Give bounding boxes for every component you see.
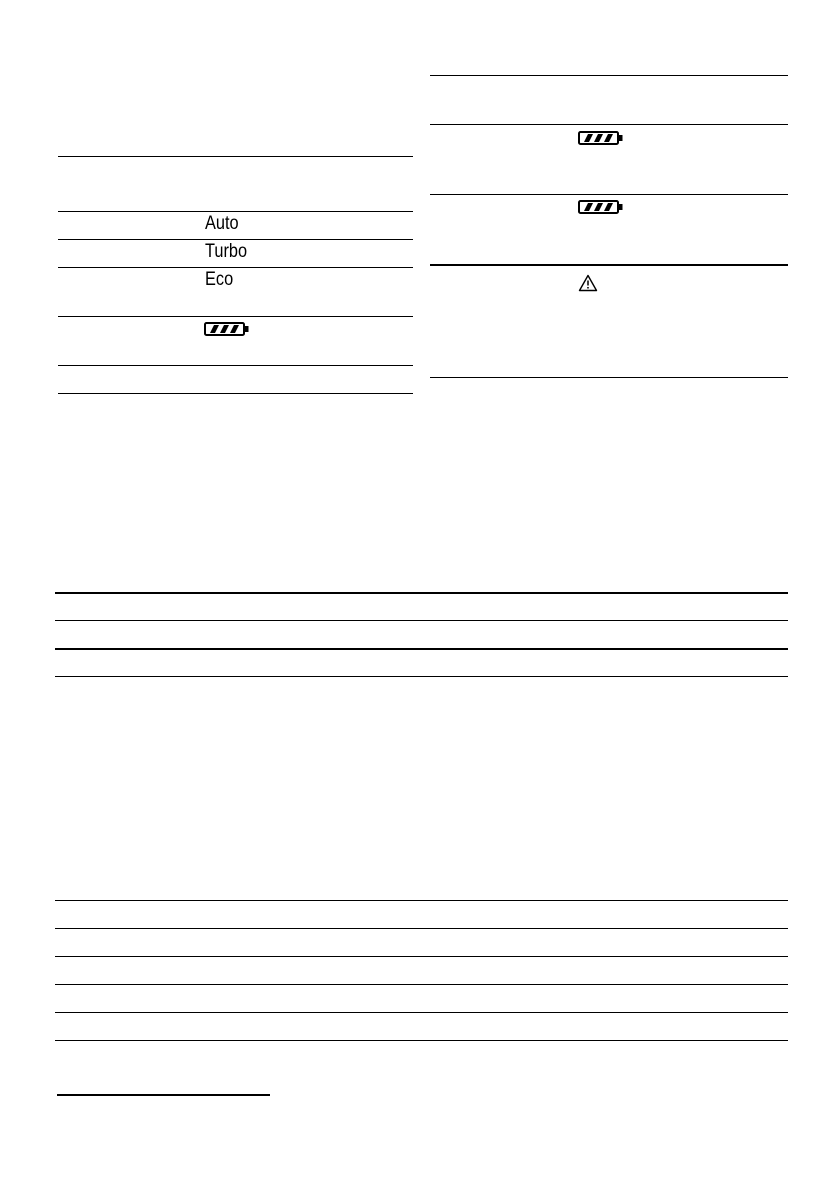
table-rule xyxy=(55,676,788,677)
warning-triangle-icon xyxy=(578,274,598,292)
table-rule xyxy=(55,620,788,621)
table-rule xyxy=(55,956,788,957)
battery-icon xyxy=(204,322,250,336)
table-rule xyxy=(430,264,788,266)
table-rule xyxy=(58,393,413,394)
footnote-separator xyxy=(57,1094,270,1096)
table-rule xyxy=(55,1012,788,1013)
table-rule xyxy=(430,124,788,125)
table-rule xyxy=(55,900,788,901)
battery-icon xyxy=(578,131,624,145)
table-rule xyxy=(58,365,413,366)
table-rule xyxy=(55,928,788,929)
table-rule xyxy=(58,267,413,268)
table-rule xyxy=(58,156,413,157)
table-rule xyxy=(55,984,788,985)
table-rule xyxy=(430,75,788,76)
table-rule xyxy=(58,211,413,212)
mode-label-turbo: Turbo xyxy=(205,241,248,262)
mode-label-auto: Auto xyxy=(205,213,239,234)
table-rule xyxy=(58,316,413,317)
table-rule xyxy=(430,194,788,195)
mode-label-eco: Eco xyxy=(205,269,234,290)
table-rule xyxy=(55,592,788,594)
table-rule xyxy=(58,239,413,240)
table-rule xyxy=(430,377,788,378)
battery-icon xyxy=(578,200,624,214)
table-rule xyxy=(55,1040,788,1041)
table-rule xyxy=(55,648,788,650)
